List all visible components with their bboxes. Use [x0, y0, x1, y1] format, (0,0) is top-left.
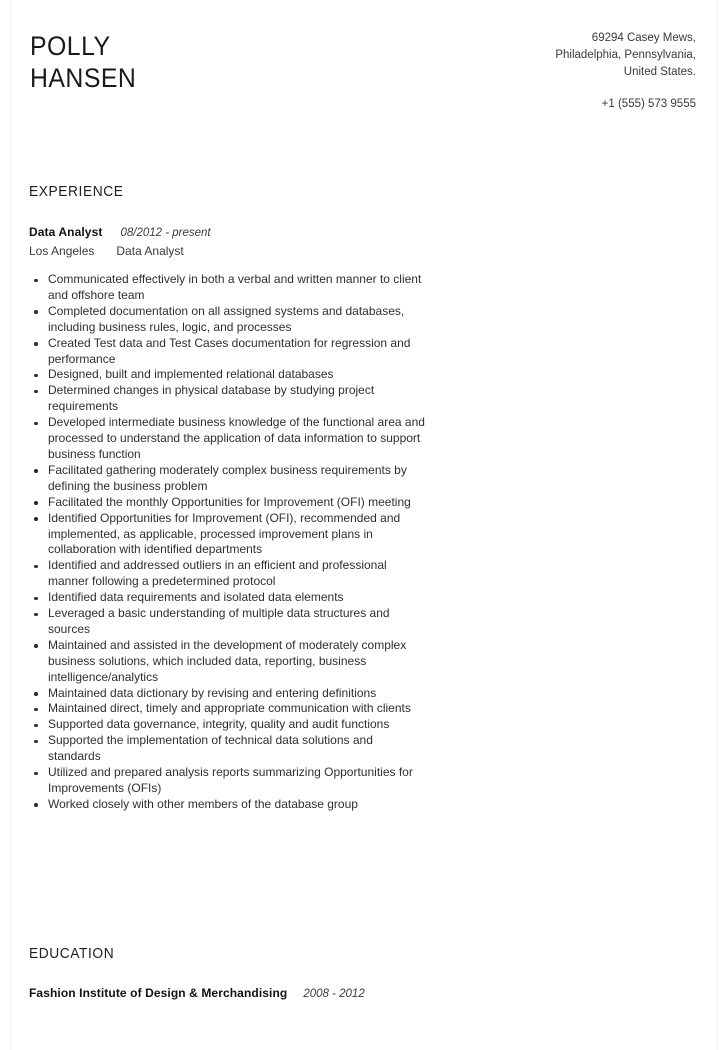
- experience-bullet-item: Identified Opportunities for Improvement (OFI), recommended and implemented, as applicable, processed improvement plans in collaboration with identified departments: [32, 511, 427, 559]
- address-line-2: Philadelphia, Pennsylvania,: [555, 49, 696, 61]
- experience-bullet-item: Completed documentation on all assigned systems and databases, including business rules, logic, and processes: [32, 304, 427, 336]
- experience-bullet-item: Developed intermediate business knowledge of the functional area and processed to understand the application of data information to support business function: [32, 415, 427, 463]
- experience-bullet-item: Identified and addressed outliers in an efficient and professional manner following a predetermined protocol: [32, 558, 427, 590]
- experience-bullet-list: [32, 272, 427, 813]
- experience-bullet-item: Maintained direct, timely and appropriate communication with clients: [32, 701, 427, 717]
- candidate-name: [30, 30, 136, 94]
- experience-bullet-item: Worked closely with other members of the database group: [32, 797, 427, 813]
- experience-location: Los Angeles: [29, 244, 95, 258]
- education-school: Fashion Institute of Design & Merchandising: [29, 986, 288, 1000]
- page-right-edge-rule: [717, 0, 718, 1050]
- candidate-first-name: POLLY: [30, 31, 111, 61]
- contact-block: [446, 30, 696, 113]
- experience-bullet-item: Designed, built and implemented relational databases: [32, 367, 427, 383]
- education-dates: 2008 - 2012: [303, 988, 365, 1000]
- education-entry-row: [29, 985, 365, 1003]
- experience-bullet-item: Maintained and assisted in the development of moderately complex business solutions, which included data, reporting, business intelligence/analytics: [32, 638, 427, 686]
- experience-bullet-item: Leveraged a basic understanding of multiple data structures and sources: [32, 606, 427, 638]
- address-line-1: 69294 Casey Mews,: [591, 32, 696, 44]
- experience-bullet-item: Identified data requirements and isolated data elements: [32, 590, 427, 606]
- phone-number: +1 (555) 573 9555: [601, 98, 696, 110]
- address-line-3: United States.: [623, 66, 696, 78]
- page-left-edge-rule: [10, 0, 11, 1050]
- candidate-last-name: HANSEN: [30, 63, 137, 93]
- experience-bullet-item: Utilized and prepared analysis reports summarizing Opportunities for Improvements (OFIs): [32, 765, 427, 797]
- experience-bullet-item: Supported the implementation of technical data solutions and standards: [32, 733, 427, 765]
- experience-bullet-item: Created Test data and Test Cases documentation for regression and performance: [32, 336, 427, 368]
- experience-bullet-item: Communicated effectively in both a verbal and written manner to client and offshore team: [32, 272, 427, 304]
- experience-entry-meta-row: [29, 243, 184, 260]
- experience-dates: 08/2012 - present: [120, 227, 211, 239]
- section-heading-education: EDUCATION: [29, 946, 115, 962]
- experience-entry-title-row: [29, 224, 211, 242]
- experience-bullet-item: Determined changes in physical database by studying project requirements: [32, 383, 427, 415]
- section-heading-experience: EXPERIENCE: [29, 184, 124, 200]
- experience-bullet-item: Facilitated gathering moderately complex business requirements by defining the business problem: [32, 463, 427, 495]
- resume-header: [0, 0, 728, 140]
- experience-bullet-item: Supported data governance, integrity, quality and audit functions: [32, 717, 427, 733]
- experience-bullet-item: Facilitated the monthly Opportunities for Improvement (OFI) meeting: [32, 495, 427, 511]
- experience-subrole: Data Analyst: [116, 244, 184, 258]
- experience-role: Data Analyst: [29, 225, 103, 239]
- experience-bullet-item: Maintained data dictionary by revising and entering definitions: [32, 686, 427, 702]
